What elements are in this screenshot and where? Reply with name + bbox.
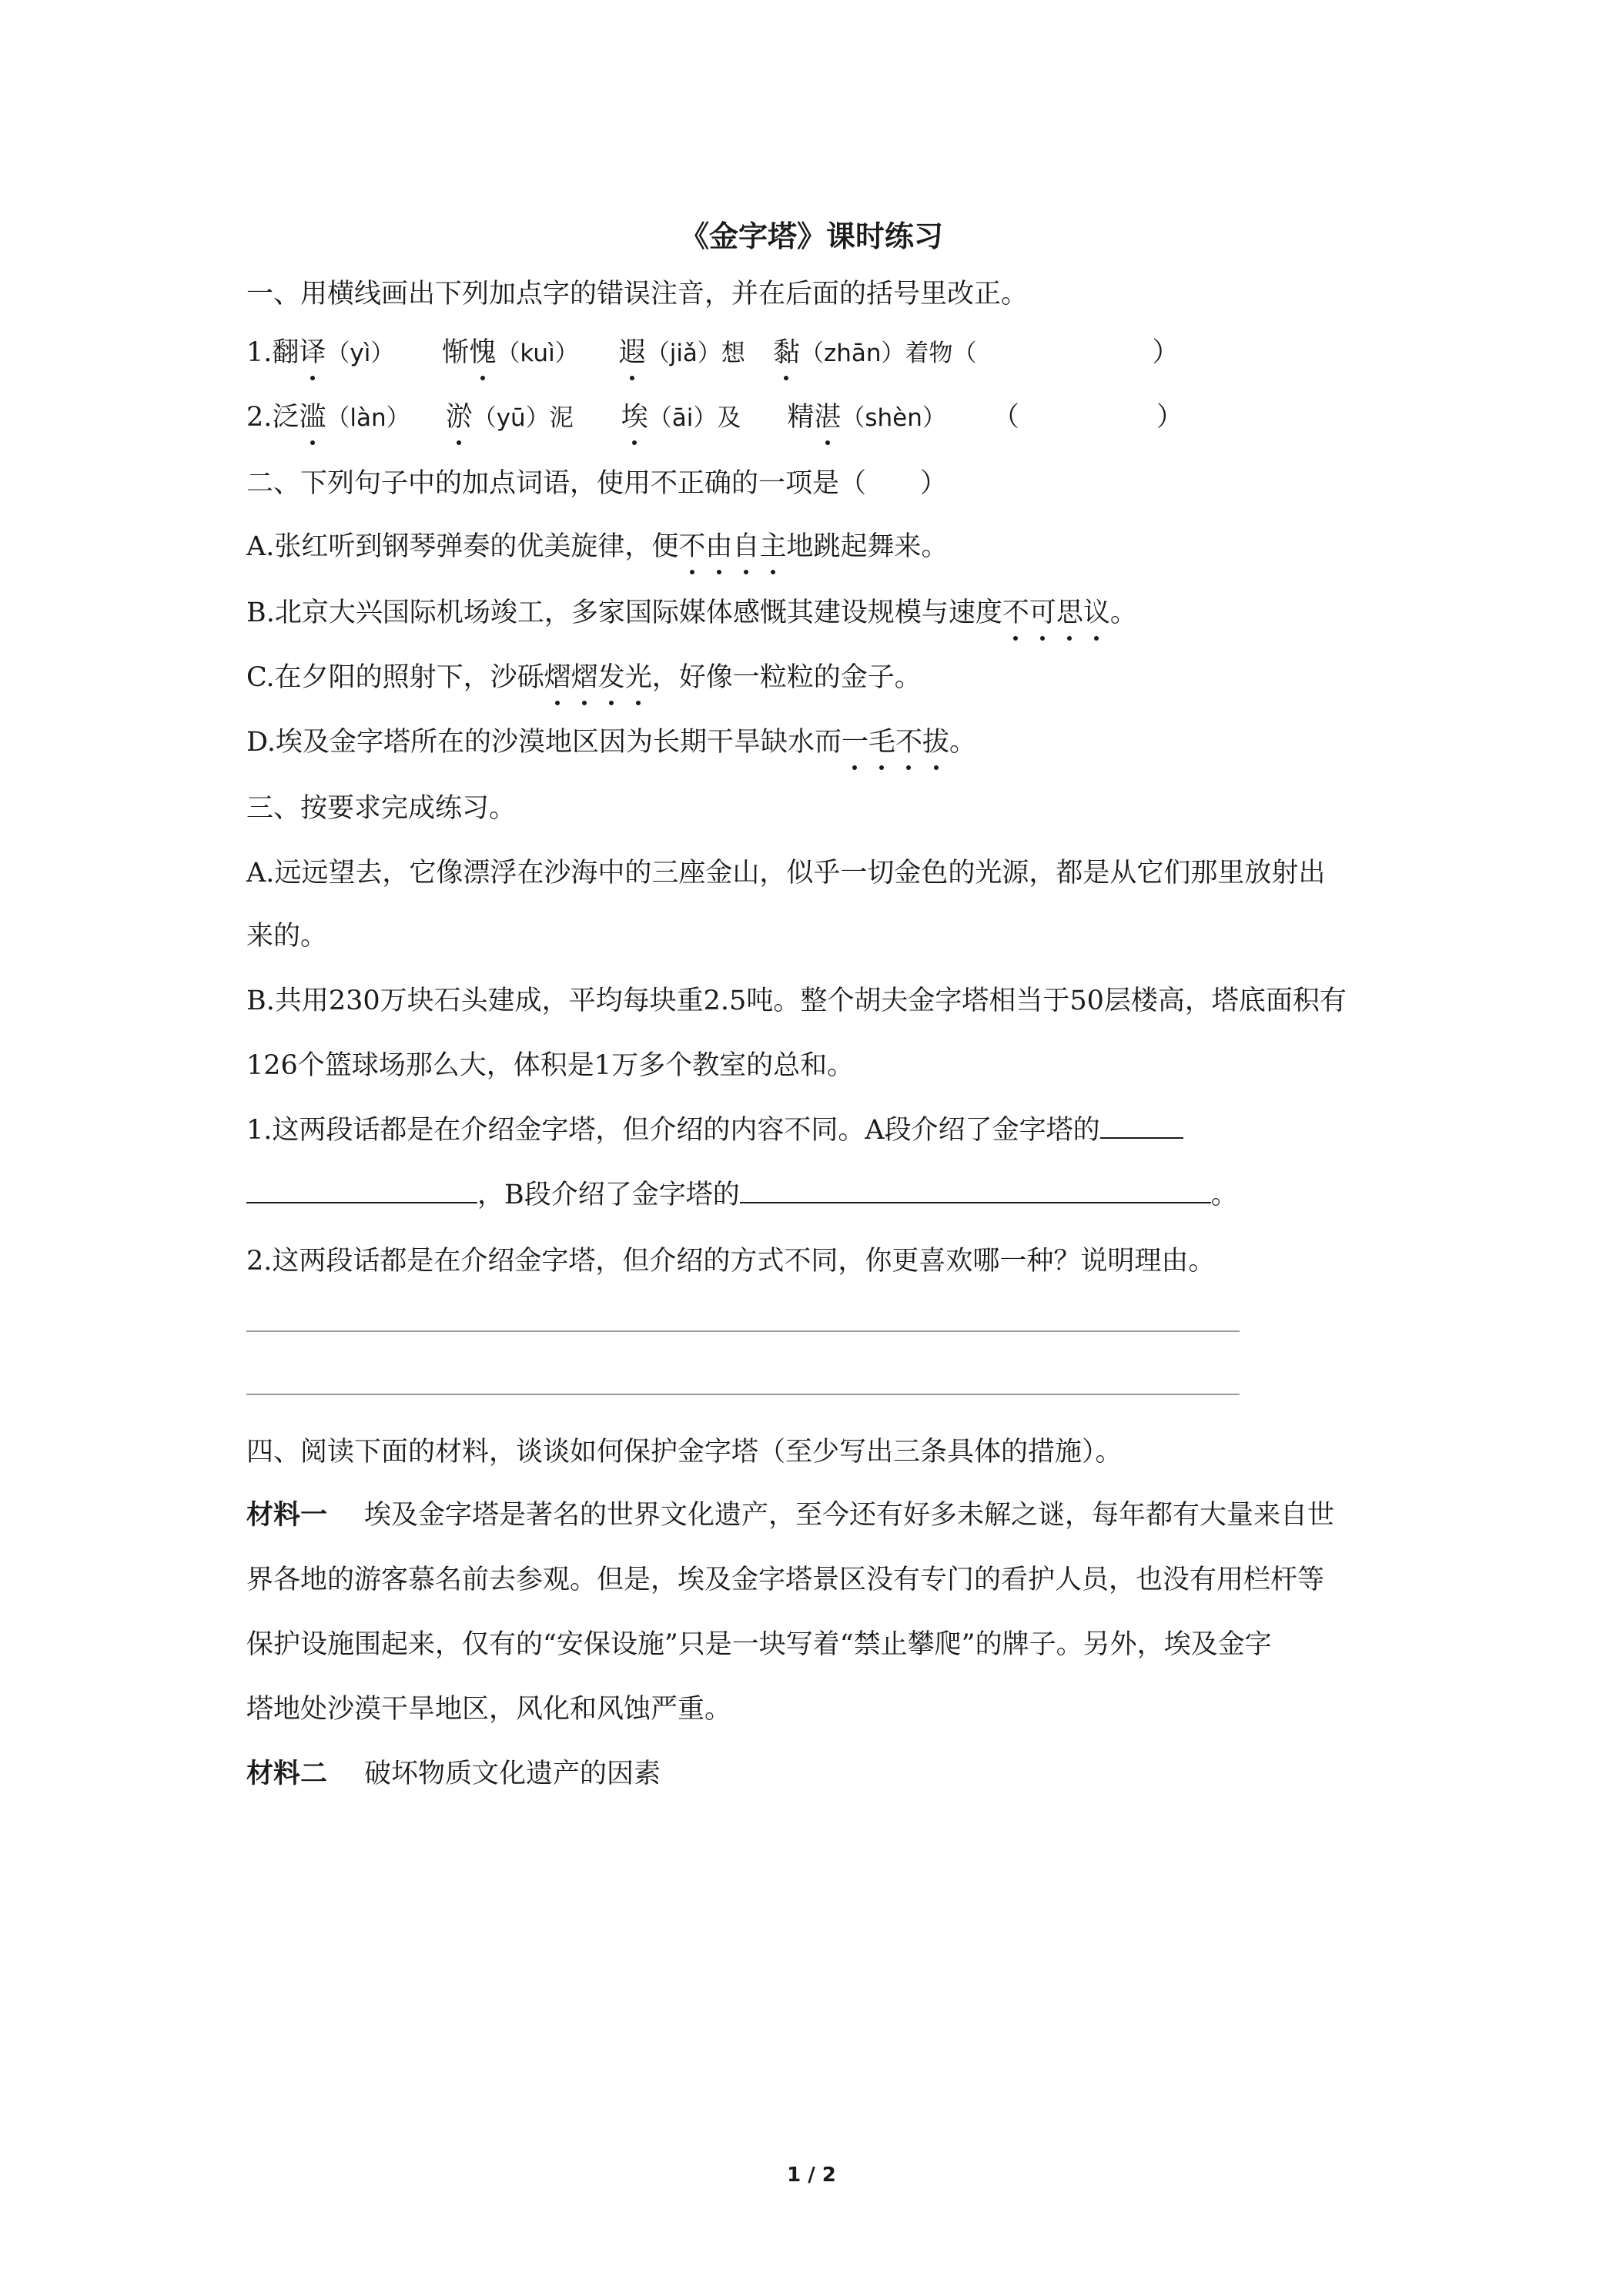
q4-material1-line1: 材料一 埃及金字塔是著名的世界文化遗产，至今还有好多未解之谜，每年都有大量来自世: [246, 1500, 1335, 1531]
q1-line1: 1.翻译（yì） 惭愧（kuì） 遐（jiǎ）想 黏（zhān）着物（ ）: [246, 334, 1180, 372]
q4-material2: 材料二 破坏物质文化遗产的因素: [246, 1759, 661, 1789]
dotted-char: 自: [732, 528, 759, 565]
dotted-char: 发: [598, 659, 625, 696]
q3-passage-a-line1: A.远远望去，它像漂浮在沙海中的三座金山，似乎一切金色的光源，都是从它们那里放射出: [246, 858, 1326, 889]
q3-passage-b-line2: 126个篮球场那么大，体积是1万多个教室的总和。: [246, 1050, 855, 1081]
q3-passage-a-line2: 来的。: [246, 921, 328, 952]
q2-option-c: C.在夕阳的照射下，沙砾熠熠发光，好像一粒粒的金子。: [246, 659, 922, 696]
dotted-char: 一: [842, 724, 868, 761]
dotted-char: 思: [1056, 594, 1083, 631]
q3-sub1-line2: ，B段介绍了金字塔的 。: [246, 1176, 1238, 1213]
q2-option-b: B.北京大兴国际机场竣工，多家国际媒体感慨其建设规模与速度不可思议。: [246, 594, 1137, 631]
q3-passage-b-line1: B.共用230万块石头建成，平均每块重2.5吨。整个胡夫金字塔相当于50层楼高，塔底面积有: [246, 986, 1347, 1016]
dotted-char: 愧: [469, 334, 496, 371]
q2-option-a: A.张红听到钢琴弹奏的优美旋律，便不由自主地跳起舞来。: [246, 528, 948, 565]
q1-heading: 一、用横线画出下列加点字的错误注音，并在后面的括号里改正。: [246, 279, 1029, 310]
q3-heading: 三、按要求完成练习。: [246, 793, 517, 824]
q3-sub1-line1: 1.这两段话都是在介绍金字塔，但介绍的内容不同。A段介绍了金字塔的: [246, 1112, 1183, 1149]
answer-line[interactable]: [246, 1394, 1240, 1395]
q2-option-d: D.埃及金字塔所在的沙漠地区因为长期干旱缺水而一毛不拔。: [246, 724, 976, 761]
dotted-char: 可: [1029, 594, 1056, 631]
dotted-char: 埃: [621, 399, 648, 436]
material-label: 材料二: [246, 1759, 328, 1789]
dotted-char: 不: [895, 724, 922, 761]
dotted-char: 不: [1002, 594, 1029, 631]
q4-material1-line2: 界各地的游客慕名前去参观。但是，埃及金字塔景区没有专门的看护人员，也没有用栏杆等: [246, 1565, 1325, 1595]
dotted-char: 主: [759, 528, 786, 565]
q2-heading: 二、下列句子中的加点词语，使用不正确的一项是（ ）: [246, 468, 948, 499]
dotted-char: 湛: [814, 399, 841, 436]
dotted-char: 议: [1083, 594, 1110, 631]
q4-material1-line3: 保护设施围起来，仅有的“安保设施”只是一块写着“禁止攀爬”的牌子。另外，埃及金字: [246, 1629, 1272, 1660]
q3-sub2: 2.这两段话都是在介绍金字塔，但介绍的方式不同，你更喜欢哪一种？说明理由。: [246, 1246, 1216, 1277]
answer-line[interactable]: [246, 1330, 1240, 1332]
dotted-char: 熠: [571, 659, 598, 696]
dotted-char: 滥: [299, 399, 326, 436]
dotted-char: 黏: [773, 334, 800, 371]
dotted-char: 拔: [922, 724, 949, 761]
dotted-char: 毛: [868, 724, 895, 761]
dotted-char: 不: [678, 528, 705, 565]
q4-heading: 四、阅读下面的材料，谈谈如何保护金字塔（至少写出三条具体的措施）。: [246, 1437, 1123, 1468]
answer-blank[interactable]: [246, 1177, 477, 1203]
answer-blank[interactable]: [1100, 1113, 1183, 1139]
dotted-char: 熠: [544, 659, 571, 696]
material-label: 材料一: [246, 1500, 328, 1531]
q4-material1-line4: 塔地处沙漠干旱地区，风化和风蚀严重。: [246, 1694, 732, 1725]
dotted-char: 译: [299, 334, 326, 371]
dotted-char: 遐: [619, 334, 646, 371]
q1-line2: 2.泛滥（làn） 淤（yū）泥 埃（āi）及 精湛（shèn） （ ）: [246, 399, 1183, 437]
answer-blank[interactable]: [740, 1177, 1211, 1203]
dotted-char: 光: [625, 659, 652, 696]
page-number: 1 / 2: [787, 2164, 836, 2187]
dotted-char: 由: [705, 528, 732, 565]
dotted-char: 淤: [446, 399, 473, 436]
page-title: 《金字塔》课时练习: [679, 219, 943, 253]
